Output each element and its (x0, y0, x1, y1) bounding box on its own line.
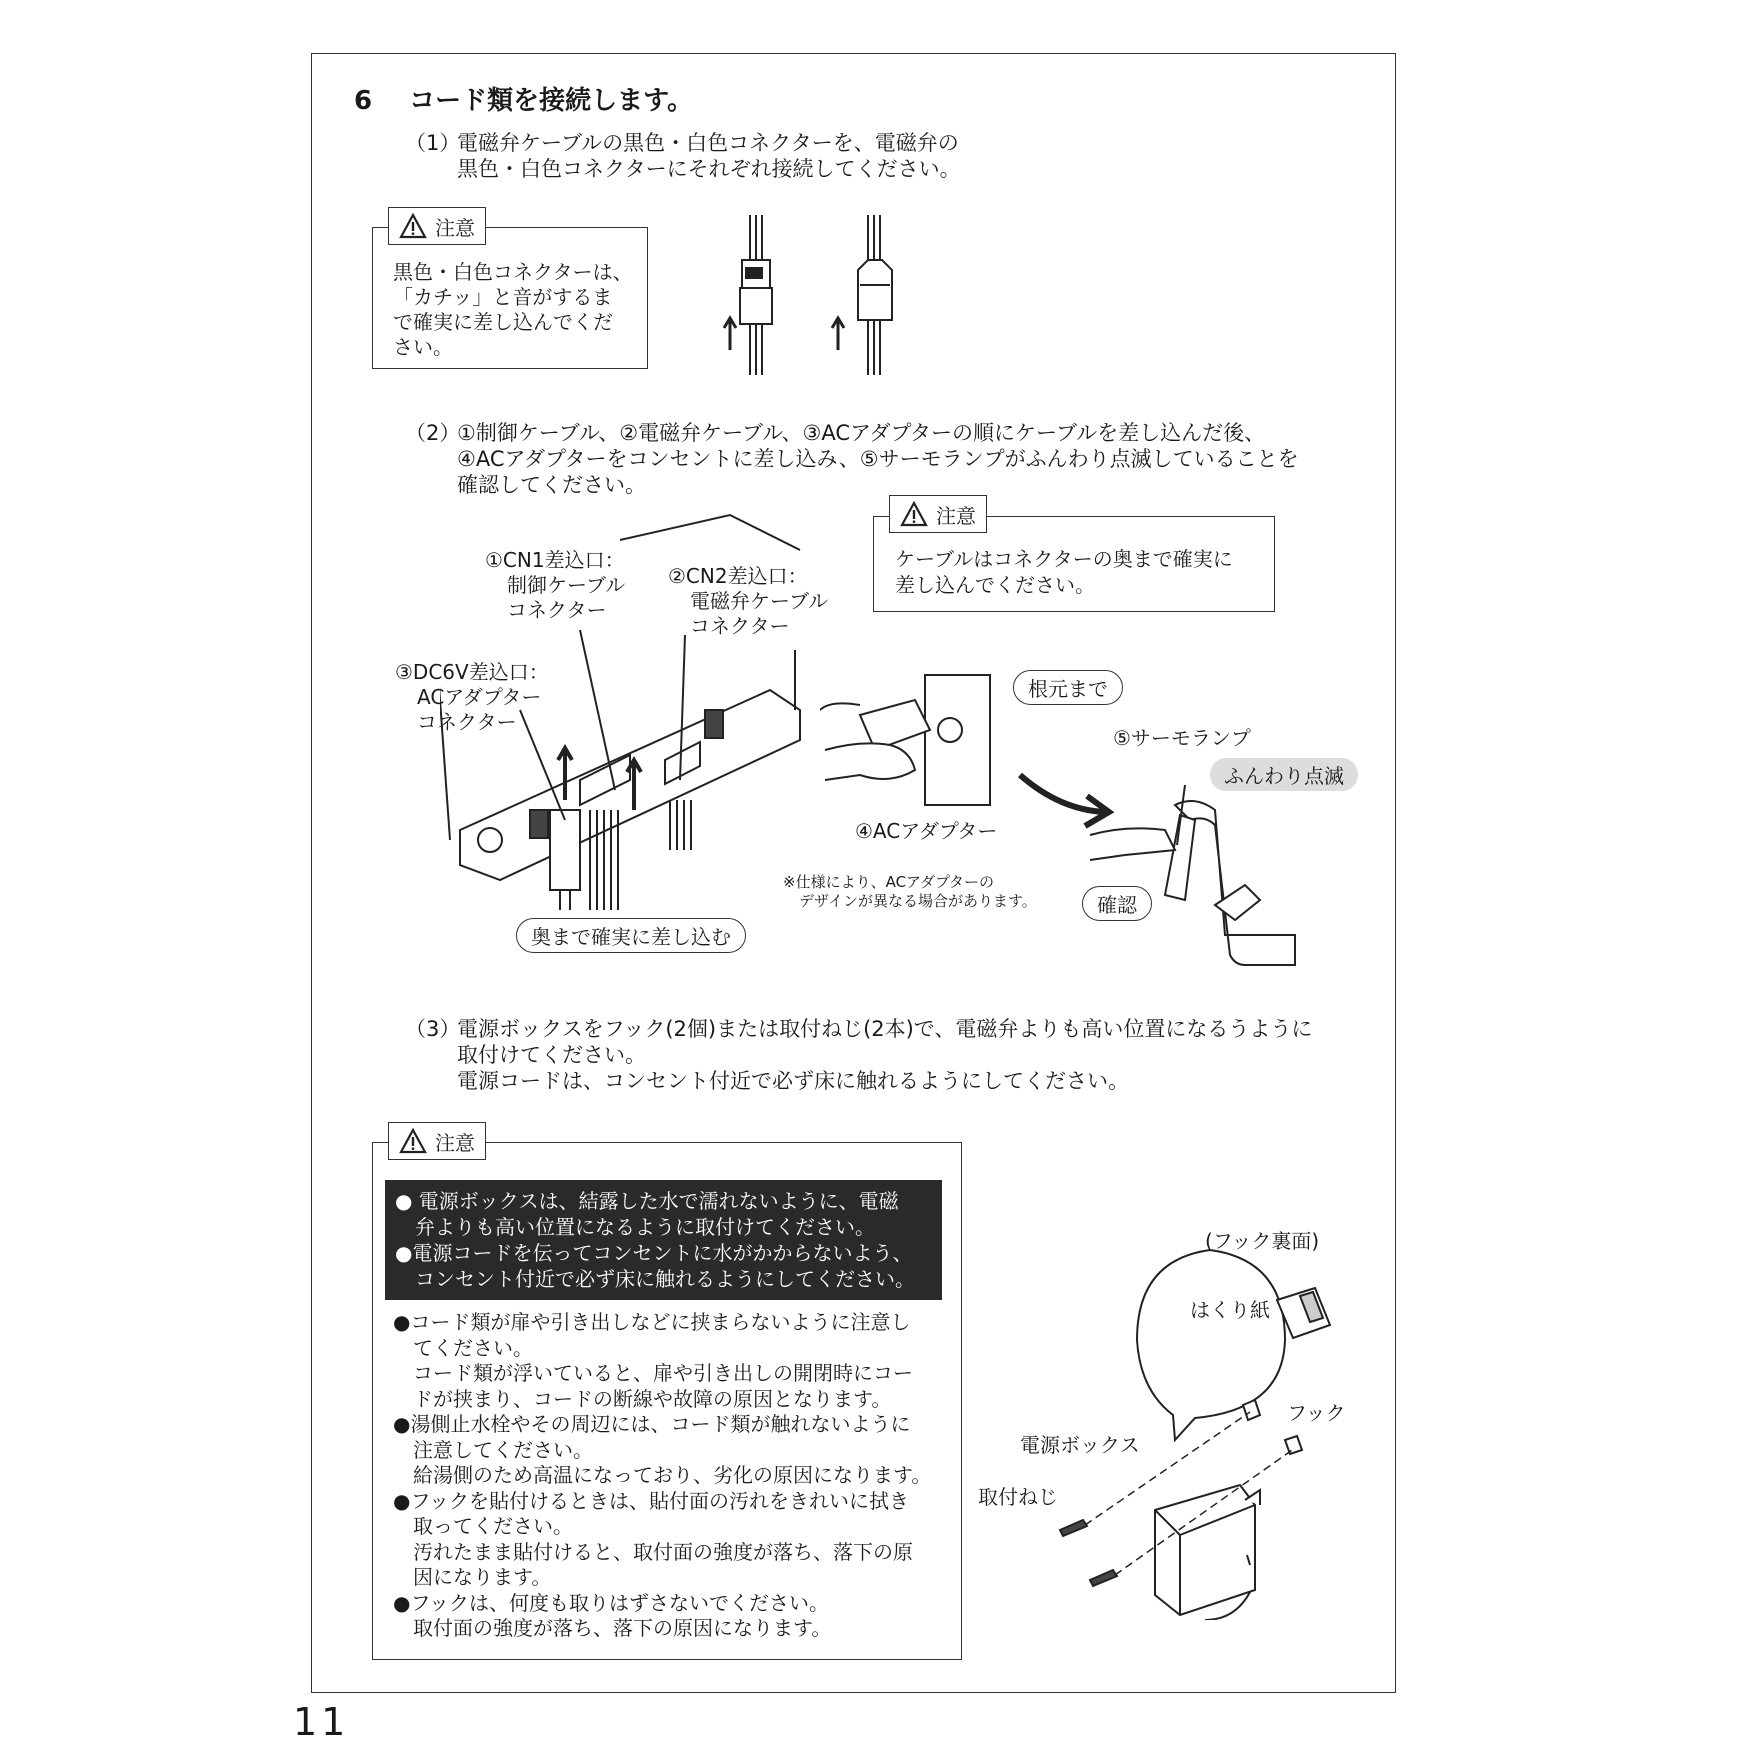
section-title: コード類を接続します。 (409, 86, 694, 116)
step-2-number: （2） (405, 421, 461, 445)
release-paper-label: はくり紙 (1190, 1298, 1270, 1322)
dc6v-label-line: ACアダプター (417, 685, 542, 709)
caution-3-line: ●コード類が扉や引き出しなどに挟まらないように注意し (393, 1310, 911, 1334)
caution-3-dark-line: 弁よりも高い位置になるように取付けてください。 (395, 1215, 875, 1239)
adapter-note (783, 873, 1037, 911)
caution-3-line: 注意してください。 (393, 1437, 593, 1462)
caution-3-line: ドが挟まり、コードの断線や故障の原因となります。 (393, 1386, 892, 1411)
step-3-line1: 電源ボックスをフック(2個)または取付ねじ(2本)で、電磁弁よりも高い位置になるうように (457, 1017, 1313, 1041)
warning-icon (399, 1128, 427, 1154)
blink-label: ふんわり点滅 (1210, 758, 1358, 791)
step-1-number: （1） (405, 131, 461, 155)
caution-3-text (393, 1310, 931, 1642)
adapter-note-line: デザインが異なる場合があります。 (799, 892, 1037, 910)
caution-tab-2 (889, 495, 987, 533)
caution-1-line: で確実に差し込んでくだ (393, 310, 613, 334)
caution-3-line: ●フックは、何度も取りはずさないでください。 (393, 1590, 830, 1615)
step-2-line2: ④ACアダプターをコンセントに差し込み、⑤サーモランプがふんわり点滅していることを (457, 447, 1299, 471)
dc6v-label-line: コネクター (417, 710, 517, 734)
caution-2-line2: 差し込んでください。 (895, 573, 1095, 597)
caution-label-2: 注意 (936, 503, 976, 528)
caution-label-3: 注意 (435, 1130, 475, 1155)
caution-3-line: ●フックを貼付けるときは、貼付面の汚れをきれいに拭き (393, 1488, 910, 1513)
step-1-line2: 黒色・白色コネクターにそれぞれ接続してください。 (457, 157, 961, 181)
adapter-note-line: ※仕様により、ACアダプターの (783, 873, 994, 891)
caution-tab-3 (388, 1122, 486, 1160)
step-3-line3: 電源コードは、コンセント付近で必ず床に触れるようにしてください。 (457, 1069, 1129, 1093)
faucet-illustration (1085, 775, 1315, 975)
caution-1-line: さい。 (393, 335, 453, 359)
cn1-label-line: コネクター (507, 598, 607, 622)
step-1-line1: 電磁弁ケーブルの黒色・白色コネクターを、電磁弁の (457, 131, 959, 155)
cn1-label-line: 制御ケーブル (507, 573, 626, 597)
caution-3-line: コード類が浮いていると、扉や引き出しの開閉時にコー (393, 1361, 913, 1385)
caution-3-dark-line: コンセント付近で必ず床に触れるようにしてください。 (395, 1267, 915, 1291)
cn2-label (668, 564, 828, 639)
step-3-line2: 取付けてください。 (457, 1043, 646, 1067)
connector-illustration (710, 210, 920, 380)
step-3-number: （3） (405, 1017, 461, 1041)
dc6v-label-line: ③DC6V差込口： (395, 660, 549, 684)
thermo-lamp-label: ⑤サーモランプ (1113, 726, 1251, 750)
plug-in-label: 奥まで確実に差し込む (516, 918, 746, 953)
caution-3-line: ●湯側止水栓やその周辺には、コード類が触れないように (393, 1412, 911, 1436)
caution-3-line: てください。 (393, 1335, 533, 1360)
caution-1-text (393, 260, 633, 360)
caution-3-dark-line: ● 電源ボックスは、結露した水で濡れないように、電磁 (395, 1189, 899, 1213)
section-heading (354, 80, 693, 117)
warning-icon (399, 213, 427, 239)
caution-3-line: 取ってください。 (393, 1514, 573, 1538)
caution-label-1: 注意 (435, 215, 475, 240)
page-number: 11 (293, 1700, 350, 1744)
cn1-label-line: ①CN1差込口： (485, 548, 625, 572)
cn2-label-line: 電磁弁ケーブル (690, 589, 829, 613)
cn1-label (485, 548, 625, 623)
caution-tab-1 (388, 207, 486, 245)
section-number: 6 (354, 86, 373, 116)
to-base-label: 根元まで (1013, 670, 1123, 705)
screw-label: 取付ねじ (978, 1485, 1058, 1509)
caution-3-line: 因になります。 (393, 1565, 552, 1589)
caution-3-dark-line: ●電源コードを伝ってコンセントに水がかからないよう、 (395, 1241, 913, 1265)
caution-2-line1: ケーブルはコネクターの奥まで確実に (895, 547, 1233, 571)
ac-adapter-label: ④ACアダプター (855, 819, 998, 843)
ac-adapter-illustration (820, 670, 1000, 820)
step-2-line1: ①制御ケーブル、②電磁弁ケーブル、③ACアダプターの順にケーブルを差し込んだ後、 (457, 421, 1266, 445)
cn2-label-line: コネクター (690, 614, 790, 638)
caution-3-line: 給湯側のため高温になっており、劣化の原因になります。 (393, 1463, 932, 1487)
power-box-label: 電源ボックス (1020, 1433, 1140, 1457)
step-2-line3: 確認してください。 (457, 473, 646, 497)
caution-1-line: 「カチッ」と音がするま (393, 285, 613, 309)
caution-3-line: 取付面の強度が落ち、落下の原因になります。 (393, 1616, 832, 1640)
hook-back-label: (フック裏面) (1205, 1229, 1320, 1253)
hook-label: フック (1287, 1401, 1346, 1425)
confirm-label: 確認 (1082, 886, 1152, 921)
caution-3-line: 汚れたまま貼付けると、取付面の強度が落ち、落下の原 (393, 1539, 913, 1564)
dc6v-label (395, 660, 549, 735)
cn2-label-line: ②CN2差込口： (668, 564, 808, 588)
caution-1-line: 黒色・白色コネクターは、 (393, 260, 633, 284)
caution-3-highlight (385, 1180, 942, 1300)
warning-icon (900, 501, 928, 527)
